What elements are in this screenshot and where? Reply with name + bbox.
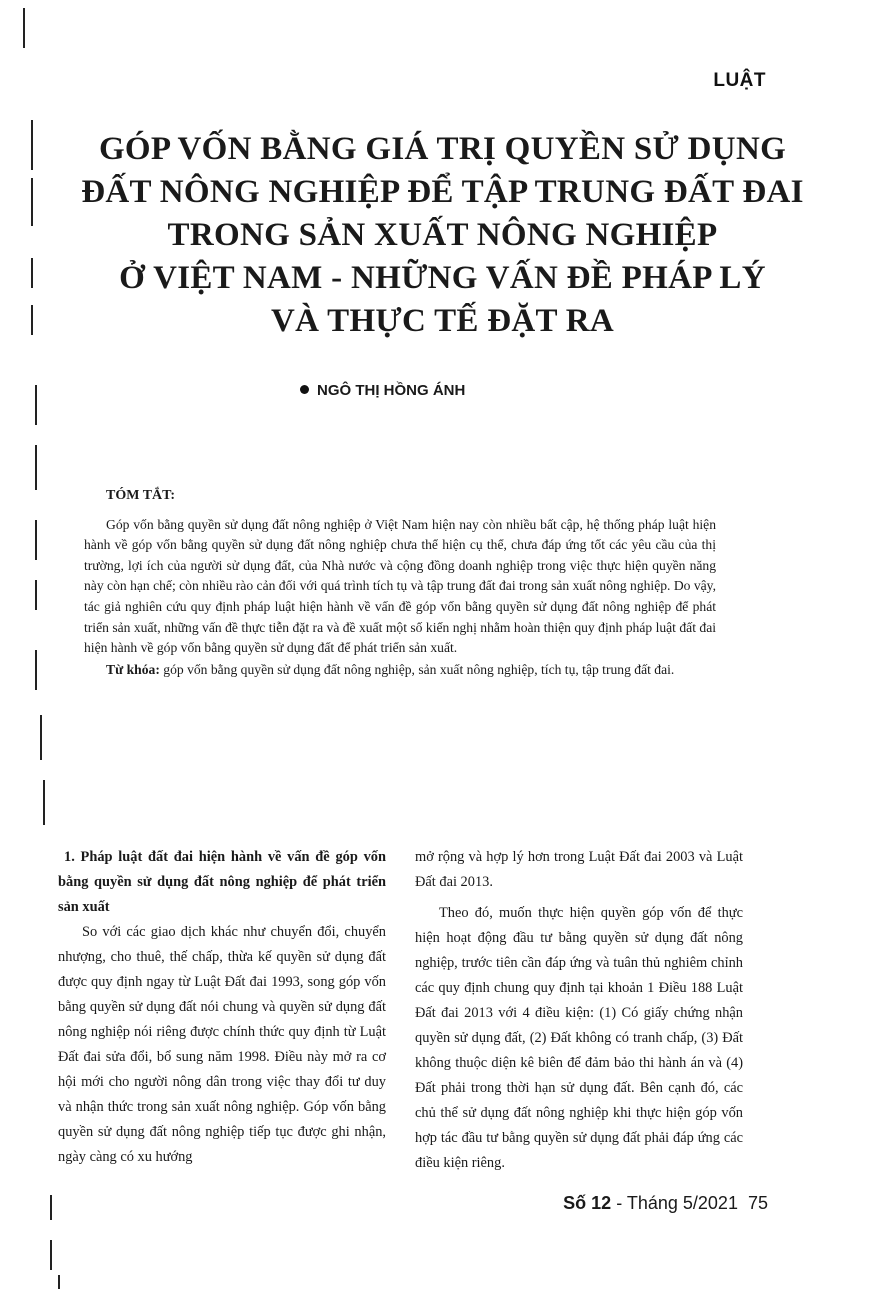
body-paragraph-continued: mở rộng và hợp lý hơn trong Luật Đất đai 2003 và Luật Đất đai 2013. [415, 849, 743, 890]
page-number: 75 [747, 1193, 768, 1213]
title-line: ĐẤT NÔNG NGHIỆP ĐỂ TẬP TRUNG ĐẤT ĐAI [81, 174, 804, 210]
keywords-text: góp vốn bằng quyền sử dụng đất nông nghiệp, sản xuất nông nghiệp, tích tụ, tập trung đất đai. [159, 661, 675, 677]
issue-date: - Tháng 5/2021 [611, 1193, 738, 1213]
scan-mark [58, 1275, 60, 1289]
abstract-heading: TÓM TẮT: [106, 488, 176, 503]
author-byline [300, 382, 600, 399]
scan-mark [35, 445, 37, 490]
abstract [84, 486, 716, 680]
scan-mark [35, 580, 37, 610]
bullet-icon [300, 385, 309, 394]
keywords-label: Từ khóa: [106, 661, 160, 677]
article-title [40, 128, 845, 343]
body-column-right [415, 845, 743, 1176]
section-heading: 1. Pháp luật đất đai hiện hành về vấn đề góp vốn bằng quyền sử dụng đất nông nghiệp để phát triển sản xuất [58, 849, 386, 915]
section-tag: LUẬT [713, 70, 766, 91]
scan-mark [23, 8, 25, 48]
abstract-body: Góp vốn bằng quyền sử dụng đất nông nghiệp ở Việt Nam hiện nay còn nhiều bất cập, hệ thống pháp luật hiện hành về góp vốn bằng quyền sử dụng đất nông nghiệp chưa thể hiện cụ thể, chưa đáp ứng tốt các yêu cầu của thị trường, lợi ích của người sử dụng đất, của Nhà nước và cộng đồng doanh nghiệp trong việc thực hiện quyền năng này còn hạn chế; còn nhiều rào cản đối với quá trình tích tụ và tập trung đất đai trong sản xuất nông nghiệp. Do vậy, tác giả nghiên cứu quy định pháp luật hiện hành về vấn đề góp vốn bằng quyền sử dụng đất nông nghiệp để phát triển sản xuất, những vấn đề thực tiễn đặt ra và đề xuất một số kiến nghị nhằm hoàn thiện quy định pháp luật đất đai hiện hành về góp vốn bằng quyền sử dụng đất để phát triển sản xuất. [84, 516, 716, 656]
scan-mark [35, 385, 37, 425]
title-line: VÀ THỰC TẾ ĐẶT RA [270, 303, 615, 339]
scan-mark [40, 715, 42, 760]
scan-mark [35, 650, 37, 690]
scan-mark [43, 780, 45, 825]
issue-number: Số 12 [563, 1193, 612, 1213]
title-line: TRONG SẢN XUẤT NÔNG NGHIỆP [167, 217, 718, 253]
page-footer [528, 1193, 768, 1214]
title-line: GÓP VỐN BẰNG GIÁ TRỊ QUYỀN SỬ DỤNG [98, 131, 787, 167]
keywords [84, 660, 716, 681]
body-paragraph: So với các giao dịch khác như chuyển đổi, chuyển nhượng, cho thuê, thế chấp, thừa kế quyền sử dụng đất được quy định ngay từ Luật Đất đai 1993, song góp vốn bằng quyền sử dụng đất nói chung và quyền sử dụng đất nông nghiệp nói riêng được chính thức quy định từ Luật Đất đai sửa đổi, bổ sung năm 1998. Điều này mở ra cơ hội mới cho người nông dân trong việc thay đổi tư duy và nhận thức trong sản xuất nông nghiệp. Góp vốn bằng quyền sử dụng đất nông nghiệp tiếp tục được ghi nhận, ngày càng có xu hướng [58, 924, 386, 1165]
scan-mark [31, 305, 33, 335]
scan-mark [35, 520, 37, 560]
author-name: NGÔ THỊ HỒNG ÁNH [317, 382, 466, 399]
scan-mark [50, 1240, 52, 1270]
scan-mark [31, 178, 33, 226]
body-paragraph: Theo đó, muốn thực hiện quyền góp vốn để thực hiện hoạt động đầu tư bằng quyền sử dụng đất nông nghiệp, trước tiên cần đáp ứng và tuân thủ nghiêm chỉnh các quy định chung quy định tại khoản 1 Điều 188 Luật Đất đai 2013 với 4 điều kiện: (1) Có giấy chứng nhận quyền sử dụng đất, (2) Đất không có tranh chấp, (3) Đất không thuộc diện kê biên để đảm bảo thi hành án và (4) Đất phải trong thời hạn sử dụng đất. Bên cạnh đó, các chủ thể sử dụng đất nông nghiệp khi thực hiện góp vốn hợp tác đầu tư bằng quyền sử dụng đất phải đáp ứng các điều kiện riêng. [415, 905, 743, 1171]
title-line: Ở VIỆT NAM - NHỮNG VẤN ĐỀ PHÁP LÝ [119, 260, 766, 296]
body-column-left [58, 845, 386, 1170]
scan-mark [31, 120, 33, 170]
scan-mark [50, 1195, 52, 1220]
scan-mark [31, 258, 33, 288]
